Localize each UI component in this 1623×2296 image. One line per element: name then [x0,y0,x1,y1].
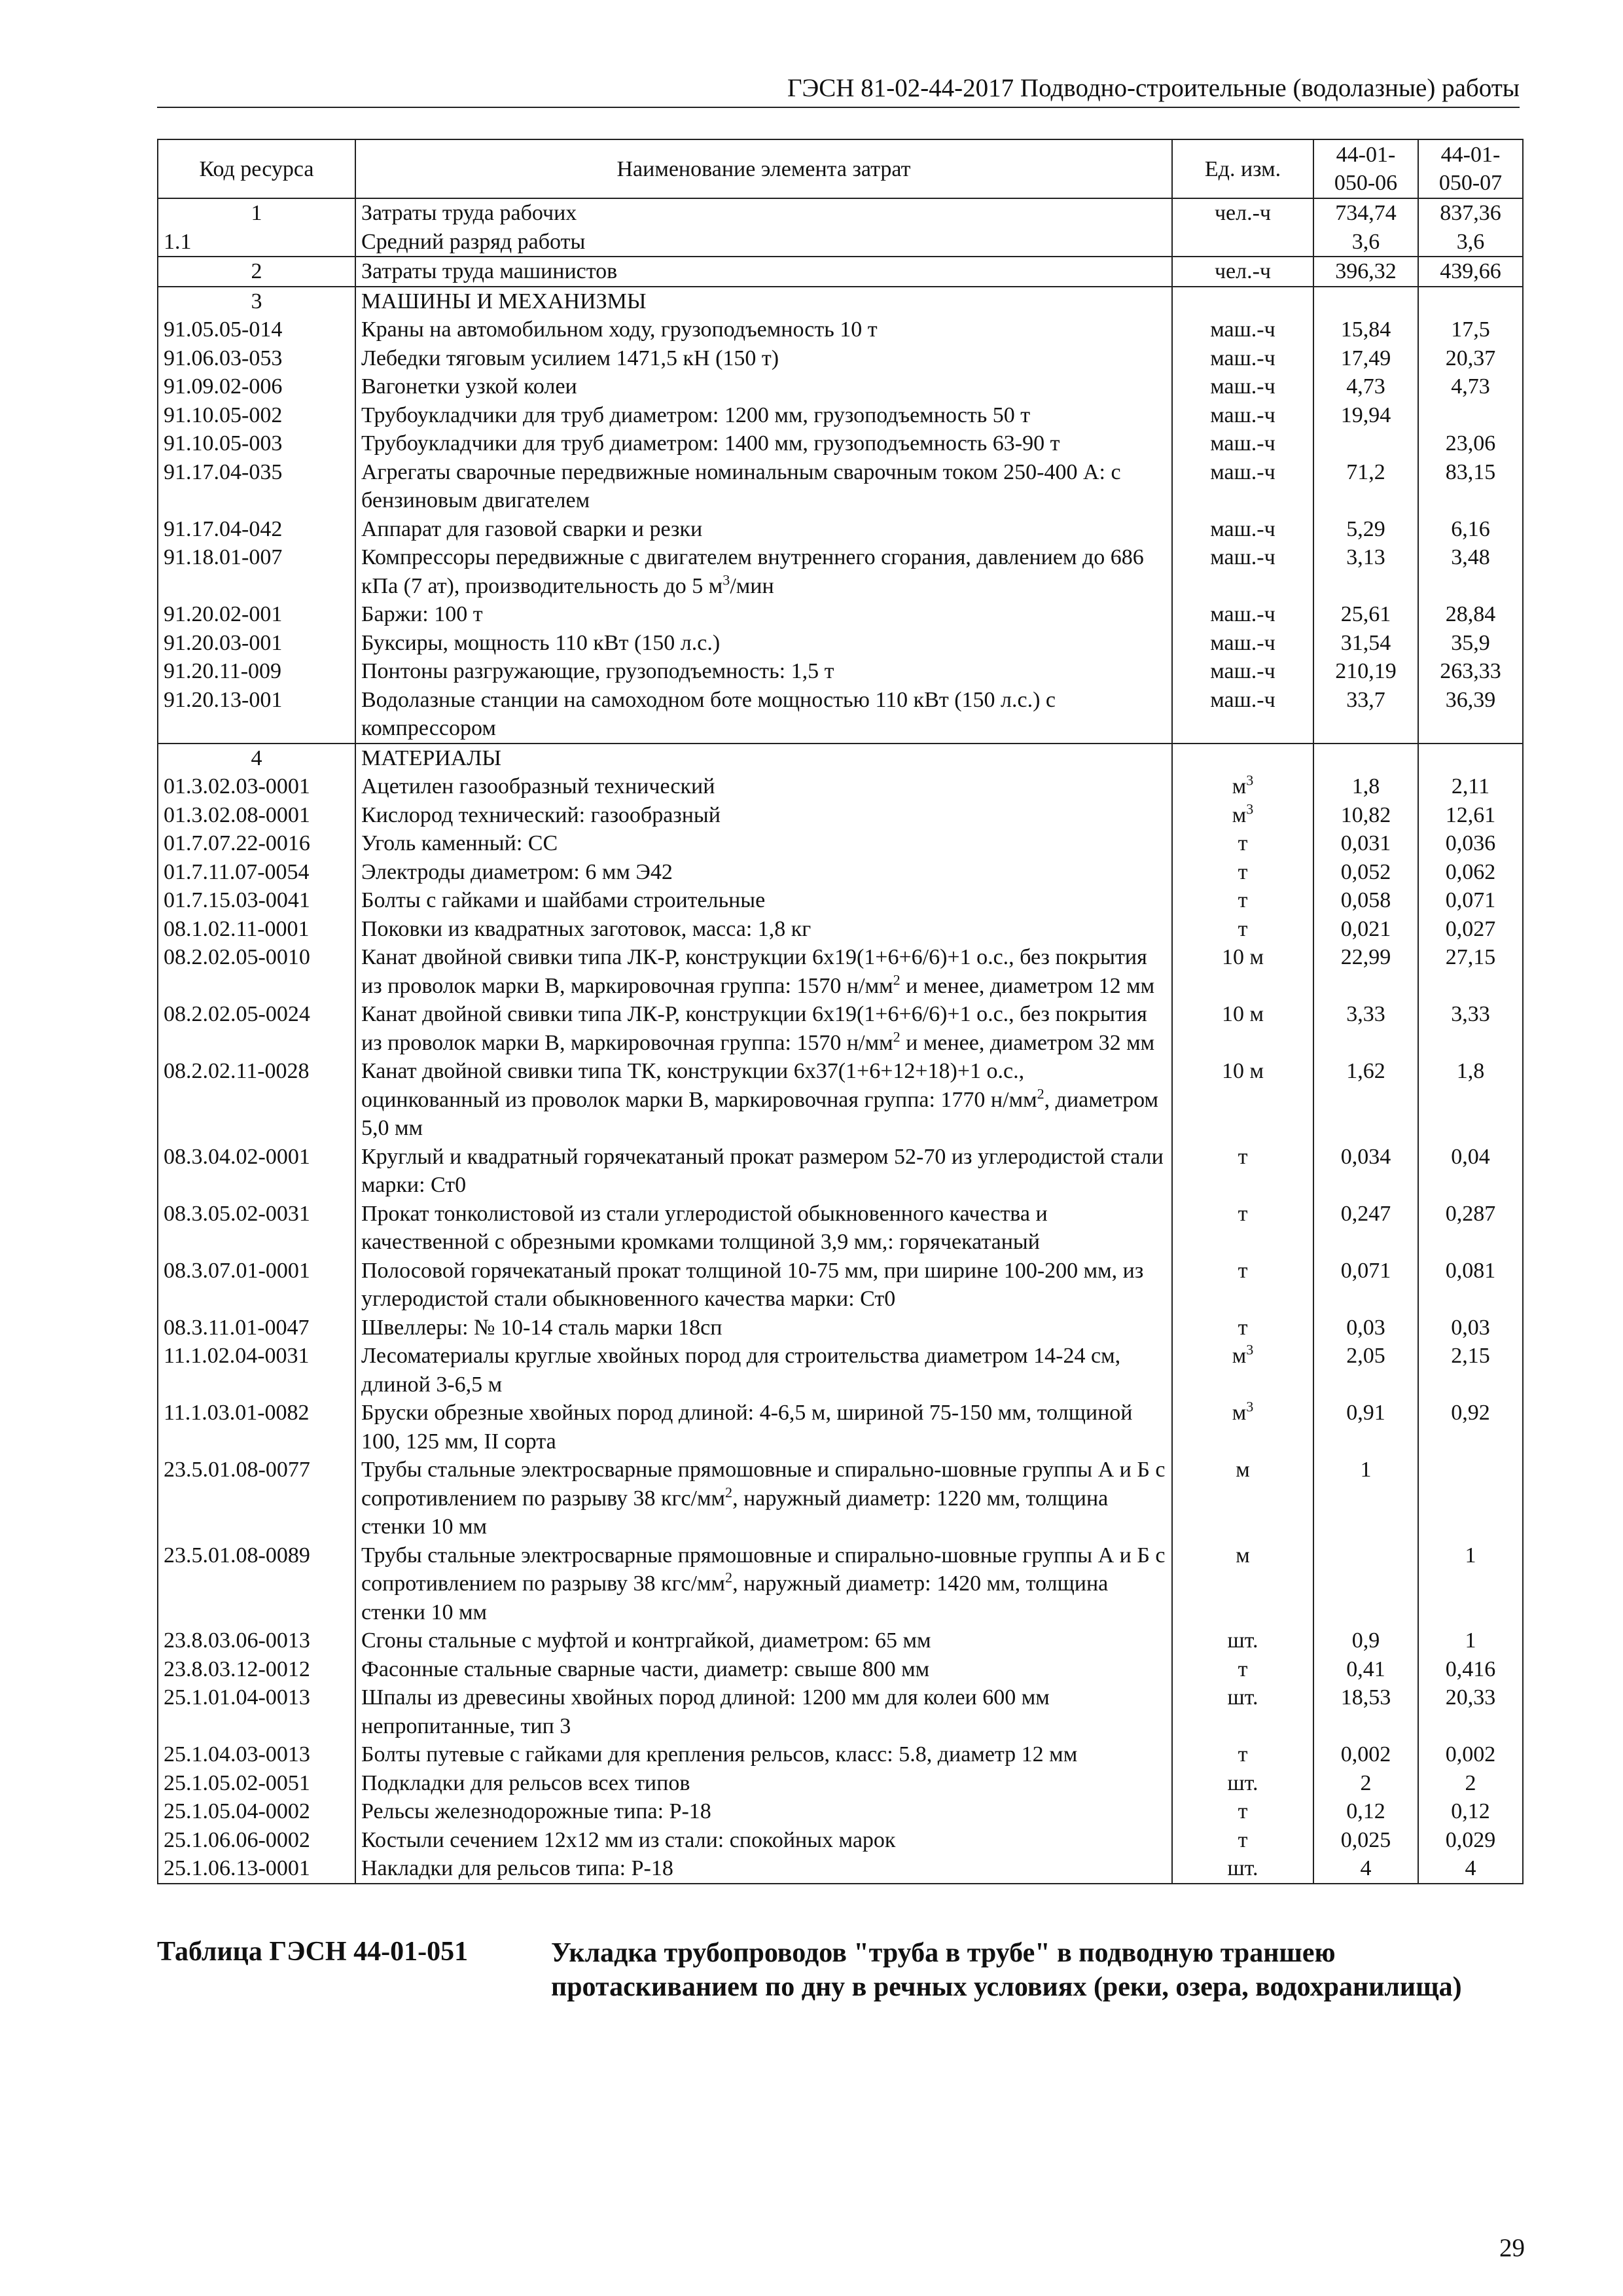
cell-code: 01.7.15.03-0041 [158,886,355,915]
cell-code: 11.1.02.04-0031 [158,1342,355,1399]
name-text-tail: , наружный диаметр: 1220 мм, толщина стенки 10 мм [361,1486,1109,1539]
cell-code: 23.8.03.06-0013 [158,1626,355,1655]
cell-value-050-07: 4,73 [1418,372,1523,401]
cell-unit: маш.-ч [1172,372,1313,401]
cell-code: 23.5.01.08-0089 [158,1541,355,1627]
name-text: Компрессоры передвижные с двигателем внутреннего сгорания, давлением до 686 кПа (7 ат), производительность до 5 м [361,545,1144,598]
cell-value-050-07: 17,5 [1418,315,1523,344]
cell-code: 4 [158,744,355,773]
cell-unit: 10 м [1172,1000,1313,1057]
table-row [158,858,1523,887]
cell-name: Агрегаты сварочные передвижные номинальным сварочным током 250-400 А: с бензиновым двигателем [355,458,1172,515]
cell-value-050-07: 0,416 [1418,1655,1523,1684]
table-row [158,1257,1523,1314]
cell-unit: 10 м [1172,943,1313,1000]
name-text-tail: , диаметром 5,0 мм [361,1087,1158,1140]
cell-unit: шт. [1172,1854,1313,1884]
cell-value-050-06: 2 [1313,1769,1418,1798]
cell-name: Трубоукладчики для труб диаметром: 1400 мм, грузоподъемность 63-90 т [355,429,1172,458]
name-text-tail: /мин [730,573,774,598]
cell-value-050-06: 17,49 [1313,344,1418,373]
running-header: ГЭСН 81-02-44-2017 Подводно-строительные (водолазные) работы [787,74,1520,102]
name-superscript: 2 [725,1569,733,1586]
cell-unit: т [1172,1200,1313,1257]
cell-value-050-06: 1 [1313,1456,1418,1541]
cell-name: Круглый и квадратный горячекатаный прокат размером 52-70 из углеродистой стали марки: Ст0 [355,1143,1172,1200]
cell-value-050-07: 0,081 [1418,1257,1523,1314]
cell-value-050-06: 0,052 [1313,858,1418,887]
cell-value-050-07: 2,11 [1418,772,1523,801]
cell-unit: чел.-ч [1172,198,1313,228]
cell-code: 91.10.05-002 [158,401,355,430]
table-body [158,198,1523,1884]
cell-value-050-06: 4 [1313,1854,1418,1884]
cell-code: 01.3.02.08-0001 [158,801,355,830]
cell-value-050-06: 0,031 [1313,829,1418,858]
cell-value-050-06 [1313,429,1418,458]
cell-name: Буксиры, мощность 110 кВт (150 л.с.) [355,629,1172,658]
cell-value-050-06: 0,058 [1313,886,1418,915]
col-header-unit: Ед. изм. [1172,139,1313,198]
cell-code: 25.1.06.13-0001 [158,1854,355,1884]
table-row [158,1399,1523,1456]
table-row [158,1683,1523,1740]
cell-value-050-06: 1,62 [1313,1057,1418,1143]
table-row [158,1797,1523,1826]
resource-table [157,139,1524,1884]
cell-value-050-07: 2,15 [1418,1342,1523,1399]
cell-unit: т [1172,886,1313,915]
cell-value-050-06: 2,05 [1313,1342,1418,1399]
table-row [158,1826,1523,1855]
table-group-row [158,198,1523,228]
cell-code: 91.05.05-014 [158,315,355,344]
name-text-tail: и менее, диаметром 32 мм [900,1030,1155,1055]
cell-value-050-06: 31,54 [1313,629,1418,658]
cell-value-050-07: 3,48 [1418,543,1523,600]
cell-unit: т [1172,1143,1313,1200]
next-table-title: Укладка трубопроводов "труба в трубе" в подводную траншею протаскиванием по дну в речных условиях (реки, озера, водохранилища) [551,1938,1462,2002]
cell-unit: маш.-ч [1172,543,1313,600]
table-row [158,1769,1523,1798]
cell-value-050-07: 1 [1418,1626,1523,1655]
cell-value-050-07: 0,12 [1418,1797,1523,1826]
unit-text: м [1232,802,1247,827]
col-header-code: Код ресурса [158,139,355,198]
cell-unit: маш.-ч [1172,686,1313,744]
cell-code: 01.7.07.22-0016 [158,829,355,858]
name-text: Трубы стальные электросварные прямошовные и спирально-шовные группы А и Б с сопротивлением по разрыву 38 кгс/мм [361,1543,1166,1596]
cell-name: Уголь каменный: СС [355,829,1172,858]
table-row [158,515,1523,544]
cell-code: 3 [158,287,355,316]
cell-name: Полосовой горячекатаный прокат толщиной 10-75 мм, при ширине 100-200 мм, из углеродистой стали обыкновенного качества марки: Ст0 [355,1257,1172,1314]
cell-value-050-07: 1 [1418,1541,1523,1627]
table-row [158,1854,1523,1884]
cell-value-050-06: 25,61 [1313,600,1418,629]
cell-unit: т [1172,915,1313,944]
table-row [158,686,1523,744]
cell-name: Фасонные стальные сварные части, диаметр: свыше 800 мм [355,1655,1172,1684]
cell-code: 91.20.11-009 [158,657,355,686]
name-superscript: 2 [893,1028,901,1045]
cell-value-050-07 [1418,401,1523,430]
table-row [158,1655,1523,1684]
table-row [158,1342,1523,1399]
cell-value-050-06: 0,03 [1313,1314,1418,1342]
name-text-tail: , наружный диаметр: 1420 мм, толщина стенки 10 мм [361,1571,1109,1624]
cell-value-050-06 [1313,287,1418,316]
cell-value-050-06: 0,071 [1313,1257,1418,1314]
cell-value-050-07: 3,33 [1418,1000,1523,1057]
cell-unit: шт. [1172,1626,1313,1655]
cell-value-050-06: 0,91 [1313,1399,1418,1456]
cell-value-050-07: 0,071 [1418,886,1523,915]
cell-unit: маш.-ч [1172,600,1313,629]
cell-code: 08.3.11.01-0047 [158,1314,355,1342]
cell-unit: маш.-ч [1172,515,1313,544]
cell-value-050-06 [1313,1541,1418,1627]
cell-name: Средний разряд работы [355,228,1172,257]
cell-value-050-07 [1418,287,1523,316]
cell-value-050-07: 12,61 [1418,801,1523,830]
cell-unit: т [1172,1826,1313,1855]
cell-code: 23.5.01.08-0077 [158,1456,355,1541]
cell-name: Аппарат для газовой сварки и резки [355,515,1172,544]
name-text: Канат двойной свивки типа ТК, конструкции 6х37(1+6+12+18)+1 о.с., оцинкованный из проволок марки В, маркировочная группа: 1770 н/мм [361,1059,1037,1112]
cell-code: 91.09.02-006 [158,372,355,401]
cell-unit: шт. [1172,1683,1313,1740]
cell-value-050-07: 27,15 [1418,943,1523,1000]
cell-name: МАШИНЫ И МЕХАНИЗМЫ [355,287,1172,316]
unit-superscript: 3 [1246,772,1254,789]
cell-value-050-06: 3,13 [1313,543,1418,600]
cell-value-050-07: 83,15 [1418,458,1523,515]
cell-name: Лебедки тяговым усилием 1471,5 кН (150 т) [355,344,1172,373]
cell-name: Трубоукладчики для труб диаметром: 1200 мм, грузоподъемность 50 т [355,401,1172,430]
page-number: 29 [1499,2234,1525,2262]
cell-name: Накладки для рельсов типа: Р-18 [355,1854,1172,1884]
cell-unit: т [1172,829,1313,858]
cell-unit: маш.-ч [1172,429,1313,458]
cell-value-050-06: 0,12 [1313,1797,1418,1826]
cell-unit: т [1172,1740,1313,1769]
unit-text: м [1232,1344,1247,1368]
cell-unit: маш.-ч [1172,401,1313,430]
cell-value-050-07: 837,36 [1418,198,1523,228]
cell-value-050-07 [1418,1456,1523,1541]
cell-unit: шт. [1172,1769,1313,1798]
cell-unit: маш.-ч [1172,657,1313,686]
cell-value-050-06: 0,41 [1313,1655,1418,1684]
cell-name [355,1541,1172,1627]
table-row [158,543,1523,600]
cell-value-050-07: 0,92 [1418,1399,1523,1456]
cell-value-050-07: 0,062 [1418,858,1523,887]
next-table-label: Таблица ГЭСН 44-01-051 [157,1937,469,1967]
cell-code: 23.8.03.12-0012 [158,1655,355,1684]
cell-code: 91.20.03-001 [158,629,355,658]
cell-name: Подкладки для рельсов всех типов [355,1769,1172,1798]
unit-superscript: 3 [1246,1341,1254,1358]
table-row [158,315,1523,344]
cell-name: Баржи: 100 т [355,600,1172,629]
table-row [158,943,1523,1000]
cell-value-050-06: 15,84 [1313,315,1418,344]
cell-value-050-07: 36,39 [1418,686,1523,744]
cell-unit [1172,801,1313,830]
cell-value-050-06: 19,94 [1313,401,1418,430]
cell-code: 01.3.02.03-0001 [158,772,355,801]
table-group-row [158,257,1523,287]
header-divider [157,107,1520,108]
cell-name [355,1456,1172,1541]
cell-value-050-07: 6,16 [1418,515,1523,544]
cell-code: 25.1.05.02-0051 [158,1769,355,1798]
col-header-name: Наименование элемента затрат [355,139,1172,198]
table-row [158,600,1523,629]
cell-value-050-07: 0,04 [1418,1143,1523,1200]
cell-code: 08.1.02.11-0001 [158,915,355,944]
cell-value-050-07: 263,33 [1418,657,1523,686]
cell-name: Шпалы из древесины хвойных пород длиной: 1200 мм для колеи 600 мм непропитанные, тип 3 [355,1683,1172,1740]
cell-name: Кислород технический: газообразный [355,801,1172,830]
name-superscript: 2 [893,971,901,988]
cell-code: 91.17.04-035 [158,458,355,515]
cell-value-050-06: 10,82 [1313,801,1418,830]
cell-name: Затраты труда рабочих [355,198,1172,228]
cell-value-050-06: 5,29 [1313,515,1418,544]
cell-name [355,1000,1172,1057]
table-group-row [158,744,1523,773]
cell-name: Бруски обрезные хвойных пород длиной: 4-6,5 м, шириной 75-150 мм, толщиной 100, 125 мм, II сорта [355,1399,1172,1456]
cell-code: 91.18.01-007 [158,543,355,600]
cell-value-050-07: 0,002 [1418,1740,1523,1769]
table-row [158,1740,1523,1769]
cell-name: МАТЕРИАЛЫ [355,744,1172,773]
cell-unit: т [1172,1314,1313,1342]
cell-value-050-06: 210,19 [1313,657,1418,686]
unit-superscript: 3 [1246,1398,1254,1415]
table-row [158,829,1523,858]
cell-value-050-06: 0,247 [1313,1200,1418,1257]
cell-value-050-06: 0,034 [1313,1143,1418,1200]
name-text: Трубы стальные электросварные прямошовные и спирально-шовные группы А и Б с сопротивлением по разрыву 38 кгс/мм [361,1458,1166,1511]
cell-name: Сгоны стальные с муфтой и контргайкой, диаметром: 65 мм [355,1626,1172,1655]
cell-name: Вагонетки узкой колеи [355,372,1172,401]
cell-name: Затраты труда машинистов [355,257,1172,287]
cell-code: 08.3.05.02-0031 [158,1200,355,1257]
cell-code: 11.1.03.01-0082 [158,1399,355,1456]
cell-code: 08.3.07.01-0001 [158,1257,355,1314]
cell-value-050-06: 0,002 [1313,1740,1418,1769]
cell-value-050-07: 0,03 [1418,1314,1523,1342]
cell-code: 91.20.02-001 [158,600,355,629]
table-row [158,1456,1523,1541]
cell-name: Костыли сечением 12х12 мм из стали: спокойных марок [355,1826,1172,1855]
cell-code: 08.2.02.05-0010 [158,943,355,1000]
cell-unit: маш.-ч [1172,458,1313,515]
cell-value-050-07: 1,8 [1418,1057,1523,1143]
name-text: Канат двойной свивки типа ЛК-Р, конструкции 6х19(1+6+6/6)+1 о.с., без покрытия из проволок марки В, маркировочная группа: 1570 н/мм [361,945,1147,998]
cell-code: 91.20.13-001 [158,686,355,744]
cell-name: Краны на автомобильном ходу, грузоподъемность 10 т [355,315,1172,344]
cell-name [355,1057,1172,1143]
cell-unit: т [1172,858,1313,887]
cell-name: Рельсы железнодорожные типа: Р-18 [355,1797,1172,1826]
cell-code: 08.2.02.05-0024 [158,1000,355,1057]
cell-name: Прокат тонколистовой из стали углеродистой обыкновенного качества и качественной с обрезными кромками толщиной 3,9 мм,: горячекатаный [355,1200,1172,1257]
unit-text: м [1232,1401,1247,1425]
cell-value-050-07: 4 [1418,1854,1523,1884]
cell-code: 25.1.06.06-0002 [158,1826,355,1855]
table-row [158,801,1523,830]
cell-value-050-06: 1,8 [1313,772,1418,801]
cell-value-050-06: 4,73 [1313,372,1418,401]
cell-value-050-06: 3,6 [1313,228,1418,257]
cell-value-050-07: 28,84 [1418,600,1523,629]
cell-name: Ацетилен газообразный технический [355,772,1172,801]
cell-code: 01.7.11.07-0054 [158,858,355,887]
cell-name: Болты путевые с гайками для крепления рельсов, класс: 5.8, диаметр 12 мм [355,1740,1172,1769]
cell-unit: маш.-ч [1172,344,1313,373]
table-row [158,228,1523,257]
unit-text: м [1232,774,1247,798]
cell-name [355,543,1172,600]
cell-value-050-07: 35,9 [1418,629,1523,658]
name-superscript: 2 [1037,1085,1044,1102]
table-row [158,772,1523,801]
cell-value-050-07: 0,036 [1418,829,1523,858]
cell-value-050-06: 22,99 [1313,943,1418,1000]
table-row [158,886,1523,915]
table-row [158,1541,1523,1627]
cell-unit [1172,287,1313,316]
cell-name: Швеллеры: № 10-14 сталь марки 18сп [355,1314,1172,1342]
cell-value-050-07: 20,33 [1418,1683,1523,1740]
table-row [158,1057,1523,1143]
cell-unit: 10 м [1172,1057,1313,1143]
cell-code: 08.2.02.11-0028 [158,1057,355,1143]
name-text: Канат двойной свивки типа ЛК-Р, конструкции 6х19(1+6+6/6)+1 о.с., без покрытия из проволок марки В, маркировочная группа: 1570 н/мм [361,1002,1147,1055]
cell-value-050-07 [1418,744,1523,773]
cell-code: 91.10.05-003 [158,429,355,458]
cell-unit: маш.-ч [1172,629,1313,658]
table-header-row [158,139,1523,198]
cell-code: 1 [158,198,355,228]
cell-value-050-07: 20,37 [1418,344,1523,373]
cell-value-050-07: 0,027 [1418,915,1523,944]
table-row [158,915,1523,944]
cell-code: 91.06.03-053 [158,344,355,373]
cell-unit: м [1172,1456,1313,1541]
table-row [158,1200,1523,1257]
cell-unit [1172,1342,1313,1399]
table-row [158,629,1523,658]
cell-unit: м [1172,1541,1313,1627]
cell-name: Лесоматериалы круглые хвойных пород для строительства диаметром 14-24 см, длиной 3-6,5 м [355,1342,1172,1399]
cell-unit: т [1172,1257,1313,1314]
table-row [158,344,1523,373]
cell-code: 08.3.04.02-0001 [158,1143,355,1200]
cell-name: Понтоны разгружающие, грузоподъемность: 1,5 т [355,657,1172,686]
cell-value-050-06: 3,33 [1313,1000,1418,1057]
cell-value-050-06: 0,021 [1313,915,1418,944]
cell-code: 25.1.04.03-0013 [158,1740,355,1769]
cell-value-050-06: 18,53 [1313,1683,1418,1740]
cell-value-050-06: 0,9 [1313,1626,1418,1655]
cell-code: 25.1.01.04-0013 [158,1683,355,1740]
table-row [158,429,1523,458]
cell-code: 25.1.05.04-0002 [158,1797,355,1826]
col-header-v2: 44-01-050-07 [1418,139,1523,198]
cell-name: Поковки из квадратных заготовок, масса: 1,8 кг [355,915,1172,944]
name-superscript: 2 [725,1484,733,1501]
cell-value-050-06: 71,2 [1313,458,1418,515]
cell-unit [1172,772,1313,801]
cell-name: Болты с гайками и шайбами строительные [355,886,1172,915]
cell-unit: чел.-ч [1172,257,1313,287]
cell-unit: маш.-ч [1172,315,1313,344]
cell-name: Водолазные станции на самоходном боте мощностью 110 кВт (150 л.с.) с компрессором [355,686,1172,744]
cell-name [355,943,1172,1000]
cell-value-050-06: 734,74 [1313,198,1418,228]
cell-code: 2 [158,257,355,287]
cell-code: 91.17.04-042 [158,515,355,544]
cell-unit: т [1172,1655,1313,1684]
cell-name: Электроды диаметром: 6 мм Э42 [355,858,1172,887]
cell-value-050-07: 2 [1418,1769,1523,1798]
cell-value-050-06: 396,32 [1313,257,1418,287]
table-row [158,1626,1523,1655]
cell-value-050-07: 439,66 [1418,257,1523,287]
cell-value-050-07: 3,6 [1418,228,1523,257]
cell-unit: т [1172,1797,1313,1826]
table-row [158,458,1523,515]
cell-value-050-07: 0,287 [1418,1200,1523,1257]
name-text-tail: и менее, диаметром 12 мм [900,973,1155,998]
cell-value-050-06 [1313,744,1418,773]
cell-value-050-06: 0,025 [1313,1826,1418,1855]
cell-value-050-07: 0,029 [1418,1826,1523,1855]
col-header-v1: 44-01-050-06 [1313,139,1418,198]
unit-superscript: 3 [1246,800,1254,817]
table-row [158,1314,1523,1342]
table-group-row [158,287,1523,316]
cell-value-050-06: 33,7 [1313,686,1418,744]
cell-unit [1172,1399,1313,1456]
table-row [158,401,1523,430]
cell-unit [1172,744,1313,773]
cell-value-050-07: 23,06 [1418,429,1523,458]
table-row [158,1143,1523,1200]
table-row [158,372,1523,401]
cell-unit [1172,228,1313,257]
table-row [158,657,1523,686]
name-superscript: 3 [722,571,730,588]
cell-code: 1.1 [158,228,355,257]
table-row [158,1000,1523,1057]
